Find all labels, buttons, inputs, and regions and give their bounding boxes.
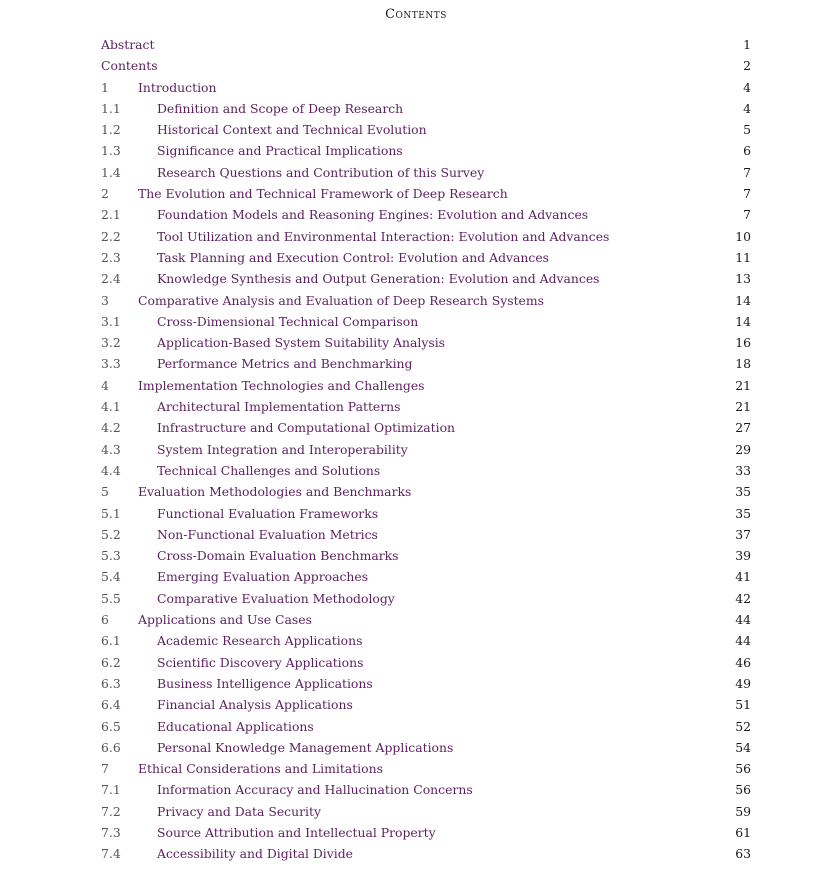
toc-entry-page: 59 xyxy=(735,803,751,819)
toc-entry-number: 2.1 xyxy=(101,207,121,223)
toc-entry-page: 5 xyxy=(743,122,751,138)
toc-entry-number: 6 xyxy=(101,612,109,628)
toc-entry-page: 63 xyxy=(735,846,751,862)
table-of-contents xyxy=(101,34,751,865)
toc-section-entry[interactable] xyxy=(101,290,751,311)
toc-entry-link[interactable]: Information Accuracy and Hallucination Concerns xyxy=(157,782,473,798)
toc-subsection-entry[interactable] xyxy=(101,588,751,609)
toc-subsection-entry[interactable] xyxy=(101,737,751,758)
toc-section-entry[interactable] xyxy=(101,183,751,204)
toc-entry-page: 4 xyxy=(743,100,751,116)
toc-entry-link[interactable]: System Integration and Interoperability xyxy=(157,441,408,457)
toc-entry-link[interactable]: Technical Challenges and Solutions xyxy=(157,462,381,478)
toc-subsection-entry[interactable] xyxy=(101,822,751,843)
toc-entry-page: 52 xyxy=(735,718,751,734)
toc-entry-link[interactable]: Source Attribution and Intellectual Property xyxy=(157,824,436,840)
toc-entry-page: 29 xyxy=(735,441,751,457)
toc-entry-link[interactable]: Applications and Use Cases xyxy=(138,612,312,628)
toc-entry-number: 5.4 xyxy=(101,569,121,585)
toc-entry-page: 46 xyxy=(735,654,751,670)
toc-entry-number: 3.3 xyxy=(101,356,121,372)
toc-entry-number: 7.4 xyxy=(101,846,121,862)
toc-entry-link[interactable]: Cross-Domain Evaluation Benchmarks xyxy=(157,548,399,564)
toc-entry-link[interactable]: Emerging Evaluation Approaches xyxy=(157,569,369,585)
toc-subsection-entry[interactable] xyxy=(101,119,751,140)
toc-entry-number: 6.4 xyxy=(101,697,121,713)
toc-entry-page: 42 xyxy=(735,590,751,606)
toc-subsection-entry[interactable] xyxy=(101,652,751,673)
toc-section-entry[interactable] xyxy=(101,77,751,98)
toc-entry-page: 13 xyxy=(735,271,751,287)
toc-subsection-entry[interactable] xyxy=(101,843,751,864)
toc-entry-page: 27 xyxy=(735,420,751,436)
toc-entry-number: 2 xyxy=(101,186,109,202)
toc-entry-page: 61 xyxy=(735,824,751,840)
toc-entry-link[interactable]: Performance Metrics and Benchmarking xyxy=(157,356,413,372)
toc-entry-number: 3.1 xyxy=(101,313,121,329)
toc-entry-link[interactable]: Accessibility and Digital Divide xyxy=(157,846,353,862)
toc-subsection-entry[interactable] xyxy=(101,353,751,374)
toc-entry-number: 4.1 xyxy=(101,399,121,415)
toc-entry-number: 5 xyxy=(101,484,109,500)
toc-entry-link[interactable]: Knowledge Synthesis and Output Generation: Evolution and Advances xyxy=(157,271,600,287)
toc-entry-number: 4.4 xyxy=(101,462,121,478)
toc-section-entry[interactable] xyxy=(101,481,751,502)
toc-entry-page: 49 xyxy=(735,675,751,691)
toc-entry-page: 4 xyxy=(743,79,751,95)
toc-subsection-entry[interactable] xyxy=(101,694,751,715)
toc-subsection-entry[interactable] xyxy=(101,801,751,822)
toc-entry-page: 51 xyxy=(735,697,751,713)
toc-entry-link[interactable]: Tool Utilization and Environmental Interaction: Evolution and Advances xyxy=(157,228,610,244)
toc-subsection-entry[interactable] xyxy=(101,204,751,225)
toc-entry-number: 4.2 xyxy=(101,420,121,436)
toc-entry-link[interactable]: Foundation Models and Reasoning Engines: Evolution and Advances xyxy=(157,207,589,223)
toc-entry-link[interactable]: Business Intelligence Applications xyxy=(157,675,373,691)
toc-subsection-entry[interactable] xyxy=(101,98,751,119)
toc-entry-page: 7 xyxy=(743,207,751,223)
toc-entry-link[interactable]: Significance and Practical Implications xyxy=(157,143,403,159)
toc-section-entry[interactable] xyxy=(101,375,751,396)
toc-section-entry[interactable] xyxy=(101,609,751,630)
toc-entry-page: 7 xyxy=(743,164,751,180)
toc-entry-number: 7.1 xyxy=(101,782,121,798)
toc-entry-number: 6.5 xyxy=(101,718,121,734)
toc-entry-link[interactable]: Application-Based System Suitability Analysis xyxy=(157,335,446,351)
toc-entry-page: 54 xyxy=(735,739,751,755)
toc-entry-number: 3.2 xyxy=(101,335,121,351)
toc-entry-page: 44 xyxy=(735,633,751,649)
toc-entry-page: 41 xyxy=(735,569,751,585)
toc-entry-page: 56 xyxy=(735,761,751,777)
toc-entry-link[interactable]: Implementation Technologies and Challenges xyxy=(138,377,425,393)
toc-entry-number: 6.2 xyxy=(101,654,121,670)
toc-entry-number: 7 xyxy=(101,761,109,777)
toc-entry-number: 1.2 xyxy=(101,122,121,138)
toc-subsection-entry[interactable] xyxy=(101,247,751,268)
toc-entry-link[interactable]: Privacy and Data Security xyxy=(157,803,321,819)
toc-front-entry[interactable] xyxy=(101,34,751,55)
toc-entry-page: 56 xyxy=(735,782,751,798)
toc-entry-page: 7 xyxy=(743,186,751,202)
toc-entry-number: 3 xyxy=(101,292,109,308)
toc-entry-page: 21 xyxy=(735,399,751,415)
toc-subsection-entry[interactable] xyxy=(101,162,751,183)
toc-entry-number: 2.2 xyxy=(101,228,121,244)
toc-subsection-entry[interactable] xyxy=(101,503,751,524)
toc-entry-number: 6.1 xyxy=(101,633,121,649)
toc-entry-number: 2.3 xyxy=(101,249,121,265)
toc-entry-page: 33 xyxy=(735,462,751,478)
toc-entry-page: 18 xyxy=(735,356,751,372)
toc-entry-link[interactable]: Educational Applications xyxy=(157,718,314,734)
toc-subsection-entry[interactable] xyxy=(101,545,751,566)
toc-entry-page: 37 xyxy=(735,526,751,542)
toc-subsection-entry[interactable] xyxy=(101,140,751,161)
toc-entry-link[interactable]: Ethical Considerations and Limitations xyxy=(138,761,383,777)
toc-entry-link[interactable]: Scientific Discovery Applications xyxy=(157,654,364,670)
toc-entry-page: 44 xyxy=(735,612,751,628)
toc-entry-link[interactable]: Historical Context and Technical Evolution xyxy=(157,122,427,138)
toc-entry-link[interactable]: Task Planning and Execution Control: Evolution and Advances xyxy=(157,249,550,265)
toc-entry-page: 11 xyxy=(735,249,751,265)
toc-entry-link[interactable]: Definition and Scope of Deep Research xyxy=(157,100,404,116)
toc-entry-page: 14 xyxy=(735,313,751,329)
toc-subsection-entry[interactable] xyxy=(101,268,751,289)
toc-entry-number: 2.4 xyxy=(101,271,121,287)
toc-entry-link[interactable]: Abstract xyxy=(101,37,155,52)
toc-subsection-entry[interactable] xyxy=(101,566,751,587)
toc-entry-number: 6.3 xyxy=(101,675,121,691)
toc-subsection-entry[interactable] xyxy=(101,226,751,247)
toc-entry-number: 7.3 xyxy=(101,824,121,840)
toc-entry-link[interactable]: Research Questions and Contribution of this Survey xyxy=(157,164,485,180)
toc-entry-link[interactable]: Financial Analysis Applications xyxy=(157,697,353,713)
toc-entry-page: 39 xyxy=(735,548,751,564)
toc-subsection-entry[interactable] xyxy=(101,417,751,438)
page-title: Contents xyxy=(385,7,447,22)
toc-subsection-entry[interactable] xyxy=(101,716,751,737)
toc-entry-number: 5.5 xyxy=(101,590,121,606)
toc-entry-page: 10 xyxy=(735,228,751,244)
toc-subsection-entry[interactable] xyxy=(101,311,751,332)
toc-entry-link[interactable]: Comparative Evaluation Methodology xyxy=(157,590,395,606)
toc-entry-page: 21 xyxy=(735,377,751,393)
toc-entry-page: 2 xyxy=(743,58,751,74)
toc-entry-number: 7.2 xyxy=(101,803,121,819)
toc-subsection-entry[interactable] xyxy=(101,779,751,800)
toc-entry-link[interactable]: Introduction xyxy=(138,79,217,95)
toc-entry-number: 1.3 xyxy=(101,143,121,159)
toc-entry-number: 4.3 xyxy=(101,441,121,457)
toc-entry-link[interactable]: Evaluation Methodologies and Benchmarks xyxy=(138,484,412,500)
toc-entry-page: 35 xyxy=(735,505,751,521)
toc-entry-link[interactable]: Architectural Implementation Patterns xyxy=(157,399,401,415)
toc-section-entry[interactable] xyxy=(101,758,751,779)
toc-entry-link[interactable]: Contents xyxy=(101,58,158,74)
toc-entry-link[interactable]: Comparative Analysis and Evaluation of Deep Research Systems xyxy=(138,292,544,308)
toc-subsection-entry[interactable] xyxy=(101,630,751,651)
toc-subsection-entry[interactable] xyxy=(101,524,751,545)
toc-entry-number: 1 xyxy=(101,79,109,95)
toc-entry-number: 5.1 xyxy=(101,505,121,521)
toc-entry-link[interactable]: Cross-Dimensional Technical Comparison xyxy=(157,313,419,329)
toc-entry-link[interactable]: The Evolution and Technical Framework of Deep Research xyxy=(138,186,508,202)
toc-subsection-entry[interactable] xyxy=(101,396,751,417)
toc-entry-link[interactable]: Personal Knowledge Management Applications xyxy=(157,739,454,755)
toc-entry-link[interactable]: Non-Functional Evaluation Metrics xyxy=(157,526,378,542)
toc-entry-link[interactable]: Infrastructure and Computational Optimization xyxy=(157,420,456,436)
toc-entry-page: 6 xyxy=(743,143,751,159)
toc-subsection-entry[interactable] xyxy=(101,332,751,353)
toc-entry-number: 5.3 xyxy=(101,548,121,564)
toc-subsection-entry[interactable] xyxy=(101,673,751,694)
toc-subsection-entry[interactable] xyxy=(101,460,751,481)
toc-entry-number: 4 xyxy=(101,377,109,393)
toc-entry-link[interactable]: Functional Evaluation Frameworks xyxy=(157,505,379,521)
toc-entry-page: 1 xyxy=(743,37,751,52)
toc-entry-page: 16 xyxy=(735,335,751,351)
toc-entry-number: 1.1 xyxy=(101,100,121,116)
toc-entry-page: 14 xyxy=(735,292,751,308)
toc-entry-number: 6.6 xyxy=(101,739,121,755)
toc-front-entry[interactable] xyxy=(101,55,751,76)
toc-subsection-entry[interactable] xyxy=(101,439,751,460)
toc-entry-number: 5.2 xyxy=(101,526,121,542)
toc-entry-number: 1.4 xyxy=(101,164,121,180)
toc-entry-page: 35 xyxy=(735,484,751,500)
toc-entry-link[interactable]: Academic Research Applications xyxy=(157,633,363,649)
